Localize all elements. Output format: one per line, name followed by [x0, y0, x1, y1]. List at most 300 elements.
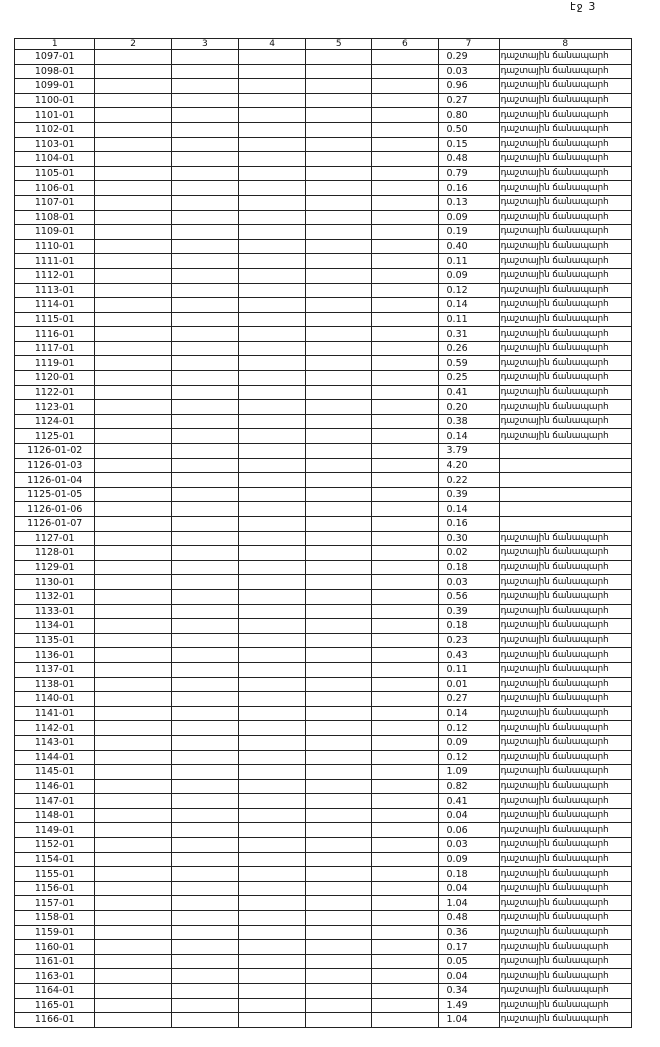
empty-cell: [171, 560, 238, 575]
land-use-cell: դաշտային ճանապարհ: [499, 735, 631, 750]
empty-cell: [372, 721, 438, 736]
parcel-code-cell: 1119-01: [15, 356, 95, 371]
empty-cell: [372, 341, 438, 356]
land-use-cell: դաշտային ճանապարհ: [499, 546, 631, 561]
area-cell: 0.41: [438, 385, 499, 400]
table-row: [15, 560, 632, 575]
table-row: [15, 225, 632, 240]
empty-cell: [238, 852, 305, 867]
empty-cell: [95, 575, 171, 590]
parcel-code-cell: 1100-01: [15, 93, 95, 108]
area-cell: 0.36: [438, 925, 499, 940]
area-cell: 0.11: [438, 312, 499, 327]
land-use-cell: դաշտային ճանապարհ: [499, 677, 631, 692]
empty-cell: [372, 589, 438, 604]
empty-cell: [171, 239, 238, 254]
land-use-cell: դաշտային ճանապարհ: [499, 619, 631, 634]
empty-cell: [95, 838, 171, 853]
table-row: [15, 969, 632, 984]
land-register-table: [14, 38, 632, 1028]
empty-cell: [238, 122, 305, 137]
area-cell: 0.03: [438, 575, 499, 590]
empty-cell: [95, 312, 171, 327]
empty-cell: [95, 867, 171, 882]
empty-cell: [238, 371, 305, 386]
empty-cell: [372, 1013, 438, 1028]
parcel-code-cell: 1099-01: [15, 79, 95, 94]
empty-cell: [95, 1013, 171, 1028]
area-cell: 0.56: [438, 589, 499, 604]
land-use-cell: դաշտային ճանապարհ: [499, 64, 631, 79]
table-row: [15, 166, 632, 181]
land-use-cell: դաշտային ճանապարհ: [499, 589, 631, 604]
land-use-cell: դաշտային ճանապարհ: [499, 166, 631, 181]
table-row: [15, 662, 632, 677]
table-row: [15, 298, 632, 313]
empty-cell: [171, 911, 238, 926]
empty-cell: [306, 911, 372, 926]
empty-cell: [95, 794, 171, 809]
area-cell: 0.03: [438, 838, 499, 853]
land-use-cell: [499, 517, 631, 532]
empty-cell: [306, 896, 372, 911]
empty-cell: [95, 531, 171, 546]
area-cell: 0.30: [438, 531, 499, 546]
parcel-code-cell: 1129-01: [15, 560, 95, 575]
empty-cell: [95, 122, 171, 137]
area-cell: 0.41: [438, 794, 499, 809]
empty-cell: [95, 137, 171, 152]
area-cell: 0.31: [438, 327, 499, 342]
area-cell: 0.13: [438, 195, 499, 210]
empty-cell: [372, 911, 438, 926]
table-row: [15, 677, 632, 692]
empty-cell: [238, 794, 305, 809]
area-cell: 0.04: [438, 969, 499, 984]
empty-cell: [95, 341, 171, 356]
empty-cell: [238, 356, 305, 371]
area-cell: 0.09: [438, 210, 499, 225]
empty-cell: [306, 619, 372, 634]
empty-cell: [306, 779, 372, 794]
empty-cell: [238, 692, 305, 707]
empty-cell: [95, 911, 171, 926]
table-row: [15, 181, 632, 196]
table-row: [15, 502, 632, 517]
empty-cell: [238, 633, 305, 648]
land-use-cell: [499, 458, 631, 473]
parcel-code-cell: 1163-01: [15, 969, 95, 984]
area-cell: 0.20: [438, 400, 499, 415]
area-cell: 0.09: [438, 852, 499, 867]
area-cell: 0.39: [438, 487, 499, 502]
table-row: [15, 385, 632, 400]
area-cell: 0.96: [438, 79, 499, 94]
parcel-code-cell: 1109-01: [15, 225, 95, 240]
parcel-code-cell: 1105-01: [15, 166, 95, 181]
area-cell: 0.50: [438, 122, 499, 137]
parcel-code-cell: 1164-01: [15, 984, 95, 999]
empty-cell: [306, 122, 372, 137]
table-row: [15, 984, 632, 999]
empty-cell: [372, 706, 438, 721]
empty-cell: [306, 925, 372, 940]
empty-cell: [306, 254, 372, 269]
land-use-cell: դաշտային ճանապարհ: [499, 692, 631, 707]
empty-cell: [238, 896, 305, 911]
empty-cell: [238, 502, 305, 517]
empty-cell: [95, 852, 171, 867]
empty-cell: [171, 93, 238, 108]
empty-cell: [95, 896, 171, 911]
table-row: [15, 414, 632, 429]
land-use-cell: դաշտային ճանապարհ: [499, 312, 631, 327]
area-cell: 0.17: [438, 940, 499, 955]
parcel-code-cell: 1154-01: [15, 852, 95, 867]
parcel-code-cell: 1146-01: [15, 779, 95, 794]
land-use-cell: դաշտային ճանապարհ: [499, 181, 631, 196]
empty-cell: [171, 721, 238, 736]
empty-cell: [95, 487, 171, 502]
empty-cell: [95, 50, 171, 65]
empty-cell: [171, 414, 238, 429]
parcel-code-cell: 1111-01: [15, 254, 95, 269]
land-use-cell: [499, 487, 631, 502]
area-cell: 0.48: [438, 152, 499, 167]
area-cell: 0.05: [438, 954, 499, 969]
column-header-2: 2: [95, 39, 171, 50]
empty-cell: [238, 166, 305, 181]
area-cell: 0.27: [438, 93, 499, 108]
empty-cell: [238, 954, 305, 969]
empty-cell: [306, 531, 372, 546]
empty-cell: [238, 298, 305, 313]
parcel-code-cell: 1126-01-06: [15, 502, 95, 517]
land-use-cell: դաշտային ճանապարհ: [499, 867, 631, 882]
empty-cell: [238, 79, 305, 94]
empty-cell: [238, 721, 305, 736]
empty-cell: [171, 633, 238, 648]
empty-cell: [372, 79, 438, 94]
empty-cell: [372, 677, 438, 692]
empty-cell: [238, 239, 305, 254]
empty-cell: [238, 969, 305, 984]
table-row: [15, 371, 632, 386]
empty-cell: [171, 152, 238, 167]
table-row: [15, 429, 632, 444]
area-cell: 0.14: [438, 298, 499, 313]
land-use-cell: դաշտային ճանապարհ: [499, 998, 631, 1013]
parcel-code-cell: 1152-01: [15, 838, 95, 853]
empty-cell: [171, 517, 238, 532]
empty-cell: [372, 575, 438, 590]
empty-cell: [171, 794, 238, 809]
table-row: [15, 852, 632, 867]
empty-cell: [306, 984, 372, 999]
empty-cell: [306, 517, 372, 532]
empty-cell: [372, 823, 438, 838]
empty-cell: [306, 458, 372, 473]
area-cell: 0.16: [438, 181, 499, 196]
empty-cell: [95, 371, 171, 386]
parcel-code-cell: 1132-01: [15, 589, 95, 604]
area-cell: 0.09: [438, 735, 499, 750]
table-row: [15, 706, 632, 721]
land-use-cell: դաշտային ճանապարհ: [499, 385, 631, 400]
area-cell: 0.18: [438, 619, 499, 634]
area-cell: 0.22: [438, 473, 499, 488]
land-use-cell: դաշտային ճանապարհ: [499, 108, 631, 123]
land-use-cell: դաշտային ճանապարհ: [499, 93, 631, 108]
empty-cell: [95, 429, 171, 444]
empty-cell: [372, 648, 438, 663]
empty-cell: [171, 823, 238, 838]
empty-cell: [372, 122, 438, 137]
parcel-code-cell: 1104-01: [15, 152, 95, 167]
empty-cell: [372, 254, 438, 269]
empty-cell: [306, 327, 372, 342]
area-cell: 0.12: [438, 750, 499, 765]
land-use-cell: [499, 473, 631, 488]
empty-cell: [238, 400, 305, 415]
empty-cell: [95, 589, 171, 604]
land-use-cell: դաշտային ճանապարհ: [499, 79, 631, 94]
parcel-code-cell: 1133-01: [15, 604, 95, 619]
parcel-code-cell: 1149-01: [15, 823, 95, 838]
empty-cell: [171, 108, 238, 123]
table-row: [15, 108, 632, 123]
empty-cell: [306, 50, 372, 65]
empty-cell: [171, 735, 238, 750]
parcel-code-cell: 1143-01: [15, 735, 95, 750]
empty-cell: [238, 64, 305, 79]
empty-cell: [306, 108, 372, 123]
table-row: [15, 254, 632, 269]
empty-cell: [238, 984, 305, 999]
area-cell: 0.19: [438, 225, 499, 240]
empty-cell: [171, 765, 238, 780]
parcel-code-cell: 1126-01-07: [15, 517, 95, 532]
empty-cell: [171, 444, 238, 459]
parcel-code-cell: 1116-01: [15, 327, 95, 342]
empty-cell: [306, 152, 372, 167]
land-use-cell: դաշտային ճանապարհ: [499, 911, 631, 926]
empty-cell: [306, 385, 372, 400]
parcel-code-cell: 1158-01: [15, 911, 95, 926]
empty-cell: [372, 925, 438, 940]
empty-cell: [171, 341, 238, 356]
empty-cell: [171, 1013, 238, 1028]
column-header-1: 1: [15, 39, 95, 50]
table-row: [15, 750, 632, 765]
empty-cell: [171, 706, 238, 721]
area-cell: 0.25: [438, 371, 499, 386]
parcel-code-cell: 1155-01: [15, 867, 95, 882]
empty-cell: [306, 181, 372, 196]
empty-cell: [171, 327, 238, 342]
empty-cell: [306, 487, 372, 502]
empty-cell: [238, 881, 305, 896]
area-cell: 0.03: [438, 64, 499, 79]
land-use-cell: դաշտային ճանապարհ: [499, 823, 631, 838]
empty-cell: [372, 195, 438, 210]
area-cell: 0.16: [438, 517, 499, 532]
parcel-code-cell: 1141-01: [15, 706, 95, 721]
land-use-cell: դաշտային ճանապարհ: [499, 706, 631, 721]
empty-cell: [372, 619, 438, 634]
land-use-cell: դաշտային ճանապարհ: [499, 283, 631, 298]
empty-cell: [372, 896, 438, 911]
empty-cell: [95, 560, 171, 575]
empty-cell: [306, 794, 372, 809]
empty-cell: [372, 210, 438, 225]
empty-cell: [171, 852, 238, 867]
land-use-cell: դաշտային ճանապարհ: [499, 940, 631, 955]
table-row: [15, 911, 632, 926]
empty-cell: [238, 268, 305, 283]
empty-cell: [306, 210, 372, 225]
empty-cell: [306, 735, 372, 750]
column-header-8: 8: [499, 39, 631, 50]
land-use-cell: դաշտային ճանապարհ: [499, 210, 631, 225]
empty-cell: [238, 473, 305, 488]
parcel-code-cell: 1125-01: [15, 429, 95, 444]
empty-cell: [95, 940, 171, 955]
empty-cell: [171, 575, 238, 590]
empty-cell: [238, 385, 305, 400]
table-row: [15, 458, 632, 473]
empty-cell: [306, 998, 372, 1013]
area-cell: 0.34: [438, 984, 499, 999]
table-row: [15, 64, 632, 79]
empty-cell: [372, 808, 438, 823]
land-use-cell: դաշտային ճանապարհ: [499, 414, 631, 429]
parcel-code-cell: 1120-01: [15, 371, 95, 386]
land-use-cell: դաշտային ճանապարհ: [499, 852, 631, 867]
empty-cell: [306, 648, 372, 663]
table-row: [15, 152, 632, 167]
empty-cell: [171, 881, 238, 896]
empty-cell: [372, 312, 438, 327]
empty-cell: [372, 487, 438, 502]
parcel-code-cell: 1110-01: [15, 239, 95, 254]
area-cell: 0.18: [438, 867, 499, 882]
empty-cell: [306, 414, 372, 429]
parcel-code-cell: 1108-01: [15, 210, 95, 225]
empty-cell: [306, 969, 372, 984]
table-row: [15, 881, 632, 896]
empty-cell: [238, 531, 305, 546]
empty-cell: [95, 473, 171, 488]
empty-cell: [306, 692, 372, 707]
empty-cell: [95, 444, 171, 459]
empty-cell: [238, 1013, 305, 1028]
table-row: [15, 137, 632, 152]
empty-cell: [95, 546, 171, 561]
empty-cell: [306, 371, 372, 386]
empty-cell: [171, 998, 238, 1013]
land-use-cell: դաշտային ճանապարհ: [499, 298, 631, 313]
land-use-cell: դաշտային ճանապարհ: [499, 925, 631, 940]
land-use-cell: դաշտային ճանապարհ: [499, 239, 631, 254]
empty-cell: [238, 341, 305, 356]
column-header-4: 4: [238, 39, 305, 50]
empty-cell: [306, 560, 372, 575]
table-row: [15, 633, 632, 648]
parcel-code-cell: 1142-01: [15, 721, 95, 736]
empty-cell: [306, 195, 372, 210]
land-use-cell: դաշտային ճանապարհ: [499, 881, 631, 896]
empty-cell: [238, 195, 305, 210]
area-cell: 0.11: [438, 662, 499, 677]
land-use-cell: դաշտային ճանապարհ: [499, 896, 631, 911]
empty-cell: [95, 108, 171, 123]
empty-cell: [306, 444, 372, 459]
land-use-cell: դաշտային ճանապարհ: [499, 152, 631, 167]
parcel-code-cell: 1106-01: [15, 181, 95, 196]
empty-cell: [238, 517, 305, 532]
empty-cell: [171, 838, 238, 853]
area-cell: 0.09: [438, 268, 499, 283]
parcel-code-cell: 1124-01: [15, 414, 95, 429]
area-cell: 0.14: [438, 502, 499, 517]
empty-cell: [171, 969, 238, 984]
empty-cell: [372, 881, 438, 896]
parcel-code-cell: 1135-01: [15, 633, 95, 648]
empty-cell: [306, 633, 372, 648]
empty-cell: [306, 429, 372, 444]
empty-cell: [95, 735, 171, 750]
empty-cell: [171, 940, 238, 955]
empty-cell: [372, 954, 438, 969]
parcel-code-cell: 1138-01: [15, 677, 95, 692]
empty-cell: [171, 604, 238, 619]
table-row: [15, 327, 632, 342]
column-header-3: 3: [171, 39, 238, 50]
empty-cell: [306, 473, 372, 488]
land-use-cell: դաշտային ճանապարհ: [499, 50, 631, 65]
empty-cell: [306, 546, 372, 561]
table-row: [15, 589, 632, 604]
land-use-cell: դաշտային ճանապարհ: [499, 356, 631, 371]
empty-cell: [372, 662, 438, 677]
empty-cell: [306, 93, 372, 108]
empty-cell: [171, 677, 238, 692]
parcel-code-cell: 1147-01: [15, 794, 95, 809]
empty-cell: [372, 560, 438, 575]
table-row: [15, 239, 632, 254]
empty-cell: [372, 239, 438, 254]
empty-cell: [372, 458, 438, 473]
empty-cell: [238, 940, 305, 955]
table-row: [15, 954, 632, 969]
area-cell: 0.48: [438, 911, 499, 926]
empty-cell: [95, 225, 171, 240]
empty-cell: [171, 385, 238, 400]
parcel-code-cell: 1144-01: [15, 750, 95, 765]
empty-cell: [372, 268, 438, 283]
table-row: [15, 210, 632, 225]
table-row: [15, 648, 632, 663]
table-row: [15, 808, 632, 823]
area-cell: 4.20: [438, 458, 499, 473]
empty-cell: [95, 619, 171, 634]
parcel-code-cell: 1166-01: [15, 1013, 95, 1028]
empty-cell: [372, 867, 438, 882]
table-row: [15, 867, 632, 882]
empty-cell: [95, 925, 171, 940]
empty-cell: [306, 589, 372, 604]
